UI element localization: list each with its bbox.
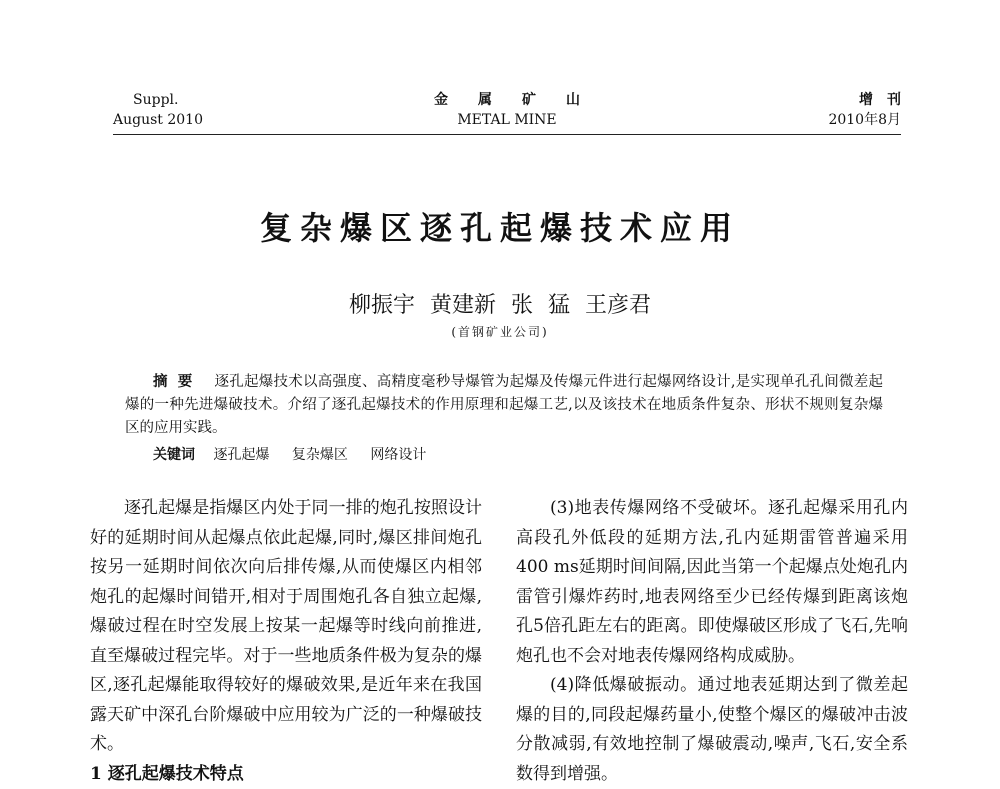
body-column-right xyxy=(516,494,908,789)
header-right xyxy=(828,90,901,130)
keyword: 网络设计 xyxy=(370,447,426,463)
section-heading: 1 逐孔起爆技术特点 xyxy=(90,760,482,789)
keywords xyxy=(153,444,873,466)
issue-date-en: August 2010 xyxy=(113,110,203,130)
article-title: 复杂爆区逐孔起爆技术应用 xyxy=(0,206,1000,250)
body-column-left xyxy=(90,494,482,789)
author-affiliation: (首钢矿业公司) xyxy=(0,323,1000,341)
header-center xyxy=(113,90,901,130)
keyword: 逐孔起爆 xyxy=(213,447,269,463)
article-authors: 柳振宇 黄建新 张 猛 王彦君 xyxy=(0,292,1000,320)
intro-paragraph: 逐孔起爆是指爆区内处于同一排的炮孔按照设计好的延期时间从起爆点依此起爆,同时,爆区排间炮孔按另一延期时间依次向后排传爆,从而使爆区内相邻炮孔的起爆时间错开,相对于周围炮孔各自独立起爆,爆破过程在时空发展上按某一起爆等时线向前推进,直至爆破过程完毕。对于一些地质条件极为复杂的爆区,逐孔起爆能取得较好的爆破效果,是近年来在我国露天矿中深孔台阶爆破中应用较为广泛的一种爆破技术。 xyxy=(90,494,482,760)
supplement-label: Suppl. xyxy=(113,90,203,110)
feature-paragraph-4: (4)降低爆破振动。通过地表延期达到了微差起爆的目的,同段起爆药量小,使整个爆区的爆破冲击波分散减弱,有效地控制了爆破震动,噪声,飞石,安全系数得到增强。 xyxy=(516,671,908,789)
keywords-label: 关键词 xyxy=(153,447,195,463)
feature-paragraph-3: (3)地表传爆网络不受破坏。逐孔起爆采用孔内高段孔外低段的延期方法,孔内延期雷管普遍采用400 ms延期时间间隔,因此当第一个起爆点处炮孔内雷管引爆炸药时,地表网络至少已经传爆到距离该炮孔5倍孔距左右的距离。即使爆破区形成了飞石,先响炮孔也不会对地表传爆网络构成威胁。 xyxy=(516,494,908,671)
abstract-label: 摘要 xyxy=(153,373,203,390)
supplement-label-cn: 增刊 xyxy=(828,90,915,110)
journal-name-en: METAL MINE xyxy=(113,110,901,130)
issue-date-cn: 2010年8月 xyxy=(828,110,901,130)
journal-name-cn: 金属矿山 xyxy=(113,90,901,110)
abstract-text: 逐孔起爆技术以高强度、高精度毫秒导爆管为起爆及传爆元件进行起爆网络设计,是实现单孔孔间微差起爆的一种先进爆破技术。介绍了逐孔起爆技术的作用原理和起爆工艺,以及该技术在地质条件复杂、形状不规则复杂爆区的应用实践。 xyxy=(125,374,883,436)
keyword: 复杂爆区 xyxy=(292,447,348,463)
running-header xyxy=(113,86,901,135)
abstract xyxy=(125,370,883,440)
